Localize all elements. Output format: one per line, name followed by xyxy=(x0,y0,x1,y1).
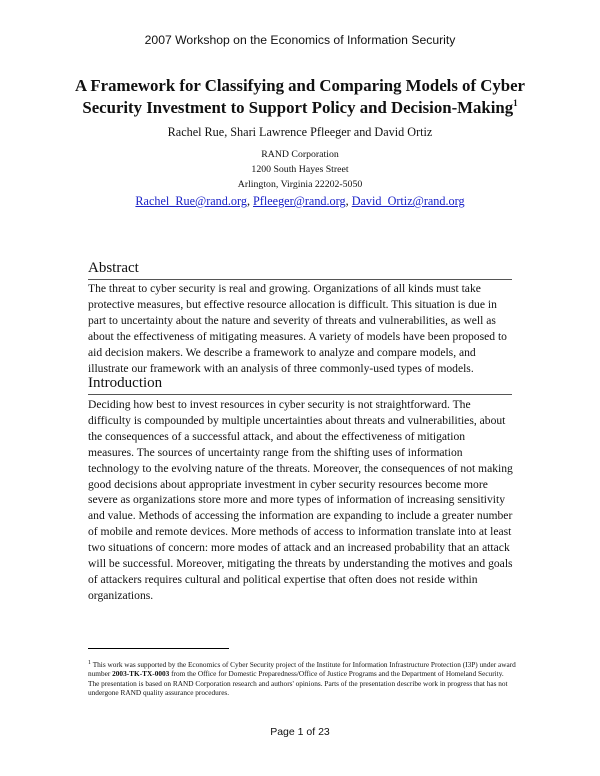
title-footnote-mark: 1 xyxy=(513,98,518,108)
title-line-1: A Framework for Classifying and Comparing Models of Cyber xyxy=(75,76,525,95)
affiliation-street: 1200 South Hayes Street xyxy=(251,164,349,175)
introduction-text: Deciding how best to invest resources in cyber security is not straightforward. The difficulty is compounded by multiple uncertainties about threats and vulnerabilities, about the consequences of a successful attack, and about the effectiveness of mitigation measures. The sources of uncertainty range from the shifting uses of information technology to the evolving nature of the threats. Moreover, the consequences of not making good decisions about appropriate investment in cyber security resources become more severe as organizations store more and more types of information of increasing sensitivity and value. Methods of accessing the information are expanding to include a greater number of mobile and remote devices. More methods of access to information translate into at least two situations of concern: more modes of attack and an increased probability that an attack will be successful. Moreover, mitigating the threats by understanding the motives and goals of attackers requires cultural and political expertise that often does not reside within organizations. xyxy=(88,398,513,602)
paper-title xyxy=(60,75,540,119)
page-number: Page 1 of 23 xyxy=(270,726,330,738)
affiliation-city: Arlington, Virginia 22202-5050 xyxy=(237,179,363,190)
email-link-pfleeger[interactable]: Pfleeger@rand.org xyxy=(253,194,346,208)
title-line-2: Security Investment to Support Policy and Decision-Making$^1$ xyxy=(82,98,518,117)
abstract-text: The threat to cyber security is real and growing. Organizations of all kinds must take protective measures, but effective resource allocation is difficult. This situation is due in part to uncertainty about the nature and severity of threats and vulnerabilities, as well as about the effectiveness of mitigating measures. A variety of models have been proposed to aid decision makers. We describe a framework to analyze and compare models, and illustrate our framework with an analysis of three commonly-used types of models. xyxy=(88,282,507,375)
footnote-rule xyxy=(88,648,229,649)
author-list: Rachel Rue, Shari Lawrence Pfleeger and David Ortiz xyxy=(167,125,433,139)
abstract-heading: Abstract xyxy=(88,259,512,280)
introduction-heading: Introduction xyxy=(88,374,512,395)
email-link-ortiz[interactable]: David_Ortiz@rand.org xyxy=(351,194,465,208)
running-header: 2007 Workshop on the Economics of Information Security xyxy=(144,33,456,47)
award-number: 2003-TK-TX-0003 xyxy=(112,669,170,679)
email-link-rue[interactable]: Rachel_Rue@rand.org xyxy=(135,194,247,208)
email-list: Rachel_Rue@rand.org, Pfleeger@rand.org, David_Ortiz@rand.org xyxy=(135,194,465,208)
affiliation-org: RAND Corporation xyxy=(261,149,339,160)
footnote-mark: 1 xyxy=(88,660,91,666)
footnote: $^1$ This work was supported by the Economics of Cyber Security project of the Institute for Information Infrastructure Protection (I3P) under award number 2003-TK-TX-0003 from the Office for Domestic Preparedness/Office of Justice Programs and the Department of Homeland Security. The presentation is based on RAND Corporation research and authors' opinions. Parts of the presentation describe work in progress that has not undergone RAND quality assurance procedures. xyxy=(88,660,516,698)
